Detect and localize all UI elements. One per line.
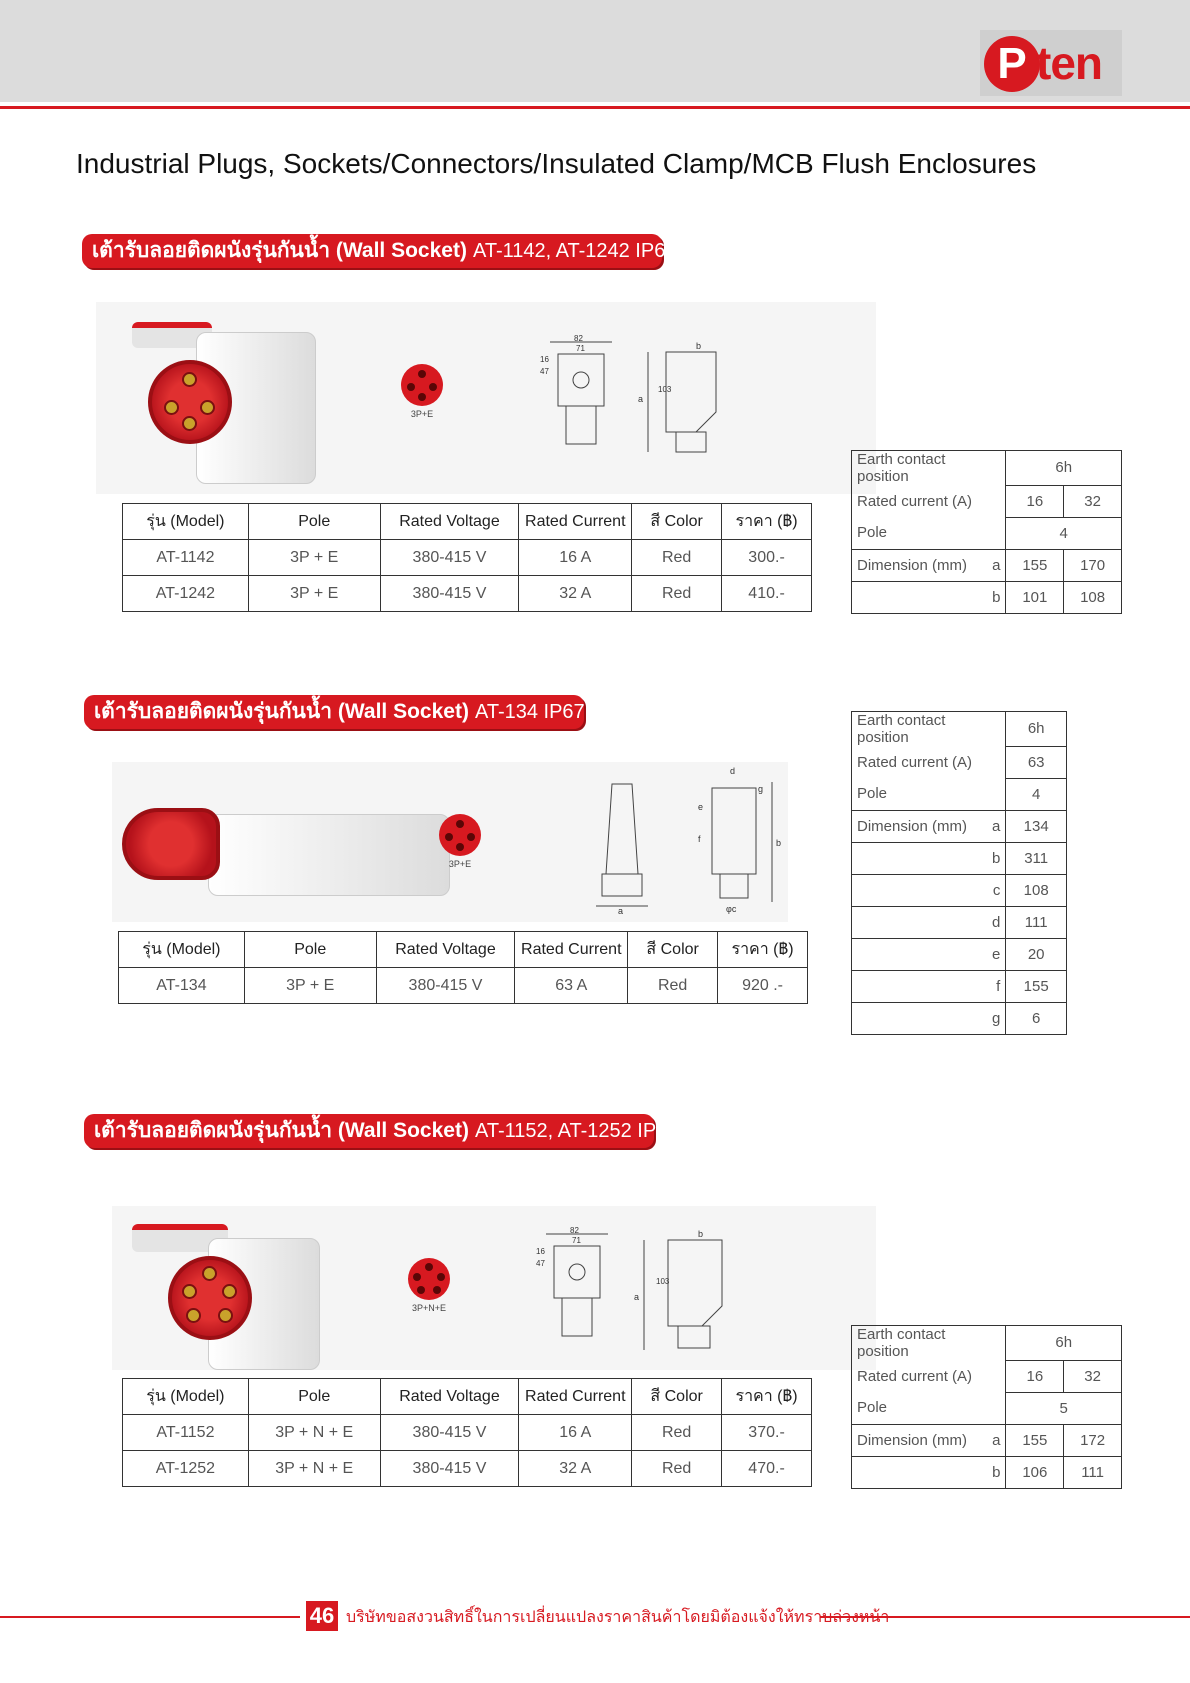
spec-dim-value: 155 — [1006, 549, 1064, 581]
socket-pin — [200, 400, 215, 415]
spec-pole-label: Pole — [852, 778, 1006, 810]
spec-dim-label: Dimension (mm) — [857, 817, 968, 835]
page-title: Industrial Plugs, Sockets/Connectors/Insulated Clamp/MCB Flush Enclosures — [76, 148, 1037, 179]
col-voltage: Rated Voltage — [380, 504, 519, 540]
col-model: รุ่น (Model) — [123, 1379, 249, 1415]
front-dimension-drawing — [672, 762, 792, 914]
spec-pole-label: Pole — [852, 517, 1006, 549]
pole-symbol-label: 3P+N+E — [411, 1303, 447, 1313]
spec-dim-value: 108 — [1064, 581, 1122, 613]
spec-dim-letter: a — [991, 817, 1001, 835]
front-dimension-drawing — [536, 334, 616, 464]
spec-earth-label: Earth contact position — [852, 1326, 1006, 1361]
dim-71: 71 — [572, 1236, 581, 1245]
col-price: ราคา (฿) — [718, 932, 808, 968]
col-current: Rated Current — [519, 1379, 632, 1415]
cell-pole: 3P + E — [248, 576, 380, 612]
side-dimension-drawing — [632, 1230, 752, 1360]
spec-dim-row — [852, 549, 1006, 581]
col-model: รุ่น (Model) — [123, 504, 249, 540]
cell-price: 470.- — [722, 1451, 812, 1487]
socket-pin — [164, 400, 179, 415]
col-pole: Pole — [248, 1379, 380, 1415]
table-header-row — [123, 504, 812, 540]
dim-a: a — [638, 394, 644, 404]
spec-current-label: Rated current (A) — [852, 1360, 1006, 1392]
dim-47: 47 — [540, 367, 549, 376]
spec-dim-letter: a — [992, 556, 1001, 574]
pole-symbol-icon — [408, 1258, 450, 1300]
spec-dim-value: 111 — [1006, 906, 1067, 938]
spec-dim-letter: d — [852, 906, 1006, 938]
section-3-heading — [84, 1114, 679, 1148]
dim-a: a — [634, 1292, 640, 1302]
section-1-product-image — [96, 302, 876, 494]
spec-dim-letter: b — [852, 842, 1006, 874]
cell-color: Red — [628, 968, 718, 1004]
cell-color: Red — [632, 540, 722, 576]
section-2-heading-models: AT-134 IP67 — [474, 701, 585, 723]
section-2-heading-thai: เต้ารับลอยติดผนังรุ่นกันน้ำ (Wall Socket) — [94, 700, 469, 723]
table-row — [119, 968, 808, 1004]
spec-earth-label: Earth contact position — [852, 451, 1006, 486]
spec-current-value: 32 — [1064, 485, 1122, 517]
spec-dim-letter: b — [852, 581, 1006, 613]
table-row — [123, 1451, 812, 1487]
cell-color: Red — [632, 1451, 722, 1487]
logo-p-mark: P — [984, 36, 1040, 92]
dim-e: e — [698, 802, 704, 812]
col-current: Rated Current — [519, 504, 632, 540]
spec-dim-value: 311 — [1006, 842, 1067, 874]
cell-voltage: 380-415 V — [380, 1415, 519, 1451]
cell-price: 370.- — [722, 1415, 812, 1451]
spec-earth-value: 6h — [1006, 1326, 1122, 1361]
table-header-row — [123, 1379, 812, 1415]
spec-current-label: Rated current (A) — [852, 485, 1006, 517]
dim-82: 82 — [574, 334, 583, 343]
col-pole: Pole — [248, 504, 380, 540]
side-dimension-drawing — [582, 774, 662, 914]
spec-current-value: 63 — [1006, 746, 1067, 778]
spec-dim-letter: e — [852, 938, 1006, 970]
col-color: สี Color — [632, 1379, 722, 1415]
dim-103: 103 — [658, 385, 672, 394]
spec-dim-value: 6 — [1006, 1002, 1067, 1034]
section-3-spec-table — [851, 1325, 1122, 1489]
cell-current: 32 A — [519, 576, 632, 612]
section-1-heading-thai: เต้ารับลอยติดผนังรุ่นกันน้ำ (Wall Socket) — [92, 239, 467, 262]
spec-dim-value: 172 — [1064, 1424, 1122, 1456]
cell-color: Red — [632, 1415, 722, 1451]
spec-current-value: 16 — [1006, 1360, 1064, 1392]
cell-price: 920 .- — [718, 968, 808, 1004]
section-1-heading-models: AT-1142, AT-1242 IP67 — [472, 240, 677, 262]
spec-pole-label: Pole — [852, 1392, 1006, 1424]
col-pole: Pole — [244, 932, 376, 968]
pole-symbol — [392, 364, 452, 419]
spec-dim-value: 106 — [1006, 1456, 1064, 1488]
dim-g: g — [758, 784, 764, 794]
socket-pin — [182, 372, 197, 387]
cell-voltage: 380-415 V — [380, 540, 519, 576]
spec-dim-value: 155 — [1006, 970, 1067, 1002]
section-1-price-table — [122, 503, 812, 612]
dim-d: d — [730, 766, 736, 776]
section-3-price-table — [122, 1378, 812, 1487]
dim-b: b — [698, 1230, 704, 1239]
section-2-price-table — [118, 931, 808, 1004]
footer-note: บริษัทขอสงวนสิทธิ์ในการเปลี่ยนแปลงราคาสินค้าโดยมิต้องแจ้งให้ทราบล่วงหน้า — [346, 1609, 890, 1626]
logo-ten-text: ten — [1036, 37, 1102, 89]
page-number: 46 — [306, 1601, 338, 1631]
side-dimension-drawing — [636, 342, 746, 462]
spec-dim-value: 134 — [1006, 810, 1067, 842]
col-price: ราคา (฿) — [722, 1379, 812, 1415]
socket-housing — [208, 814, 450, 896]
col-model: รุ่น (Model) — [119, 932, 245, 968]
section-3-heading-models: AT-1152, AT-1252 IP67 — [474, 1120, 679, 1142]
dim-b: b — [776, 838, 782, 848]
col-price: ราคา (฿) — [722, 504, 812, 540]
spec-dim-label: Dimension (mm) — [857, 556, 968, 574]
socket-pin — [182, 416, 197, 431]
dim-71: 71 — [576, 344, 585, 353]
spec-current-label: Rated current (A) — [852, 746, 1006, 778]
cell-current: 16 A — [519, 1415, 632, 1451]
dim-103: 103 — [656, 1277, 670, 1286]
spec-pole-value: 5 — [1006, 1392, 1122, 1424]
spec-earth-value: 6h — [1006, 451, 1122, 486]
socket-pin — [186, 1308, 201, 1323]
brand-logo — [980, 30, 1122, 96]
section-2-spec-table — [851, 711, 1067, 1035]
spec-dim-value: 170 — [1064, 549, 1122, 581]
cell-pole: 3P + N + E — [248, 1415, 380, 1451]
cell-model: AT-1252 — [123, 1451, 249, 1487]
col-voltage: Rated Voltage — [380, 1379, 519, 1415]
section-3-heading-thai: เต้ารับลอยติดผนังรุ่นกันน้ำ (Wall Socket) — [94, 1119, 469, 1142]
spec-dim-letter: b — [852, 1456, 1006, 1488]
spec-pole-value: 4 — [1006, 778, 1067, 810]
dim-phi-c: φc — [726, 904, 737, 914]
cell-pole: 3P + E — [244, 968, 376, 1004]
cell-current: 32 A — [519, 1451, 632, 1487]
col-voltage: Rated Voltage — [376, 932, 515, 968]
pole-symbol — [430, 814, 490, 869]
section-2-heading — [84, 695, 584, 729]
dim-47: 47 — [536, 1259, 545, 1268]
section-3-product-image — [112, 1206, 876, 1370]
table-row — [123, 1415, 812, 1451]
spec-dim-letter: c — [852, 874, 1006, 906]
spec-current-value: 16 — [1006, 485, 1064, 517]
spec-dim-value: 111 — [1064, 1456, 1122, 1488]
dim-a: a — [618, 906, 624, 914]
cell-model: AT-134 — [119, 968, 245, 1004]
section-1-spec-table — [851, 450, 1122, 614]
cell-model: AT-1242 — [123, 576, 249, 612]
table-header-row — [119, 932, 808, 968]
table-row — [123, 540, 812, 576]
cell-price: 410.- — [722, 576, 812, 612]
spec-dim-value: 108 — [1006, 874, 1067, 906]
socket-pin — [218, 1308, 233, 1323]
cell-voltage: 380-415 V — [380, 1451, 519, 1487]
cell-model: AT-1152 — [123, 1415, 249, 1451]
header-divider — [0, 106, 1190, 109]
table-row — [123, 576, 812, 612]
pole-symbol-icon — [439, 814, 481, 856]
footer-line-left — [0, 1616, 300, 1618]
socket-face — [148, 360, 232, 444]
socket-pin — [182, 1284, 197, 1299]
pole-symbol-icon — [401, 364, 443, 406]
cell-color: Red — [632, 576, 722, 612]
spec-earth-value: 6h — [1006, 712, 1067, 747]
col-color: สี Color — [628, 932, 718, 968]
col-current: Rated Current — [515, 932, 628, 968]
col-color: สี Color — [632, 504, 722, 540]
cell-model: AT-1142 — [123, 540, 249, 576]
section-1-heading — [82, 234, 677, 268]
spec-dim-value: 101 — [1006, 581, 1064, 613]
socket-pin — [202, 1266, 217, 1281]
spec-dim-value: 20 — [1006, 938, 1067, 970]
cell-price: 300.- — [722, 540, 812, 576]
spec-dim-value: 155 — [1006, 1424, 1064, 1456]
pole-symbol-label: 3P+E — [448, 859, 472, 869]
section-2-product-image — [112, 762, 788, 922]
socket-face — [168, 1256, 252, 1340]
socket-pin — [222, 1284, 237, 1299]
socket-face — [122, 808, 220, 880]
spec-dim-letter: g — [852, 1002, 1006, 1034]
cell-voltage: 380-415 V — [380, 576, 519, 612]
dim-82: 82 — [570, 1226, 579, 1235]
spec-pole-value: 4 — [1006, 517, 1122, 549]
spec-dim-row — [852, 1424, 1006, 1456]
pole-symbol — [394, 1258, 464, 1313]
cell-current: 16 A — [519, 540, 632, 576]
pole-symbol-label: 3P+E — [410, 409, 434, 419]
spec-dim-letter: f — [852, 970, 1006, 1002]
cell-pole: 3P + N + E — [248, 1451, 380, 1487]
dim-b: b — [696, 342, 702, 351]
spec-dim-row — [852, 810, 1006, 842]
cell-current: 63 A — [515, 968, 628, 1004]
spec-earth-label: Earth contact position — [852, 712, 1006, 747]
cell-voltage: 380-415 V — [376, 968, 515, 1004]
spec-dim-letter: a — [992, 1431, 1001, 1449]
front-dimension-drawing — [532, 1226, 612, 1356]
spec-current-value: 32 — [1064, 1360, 1122, 1392]
cell-pole: 3P + E — [248, 540, 380, 576]
dim-16: 16 — [536, 1247, 545, 1256]
dim-16: 16 — [540, 355, 549, 364]
dim-f: f — [698, 834, 701, 844]
spec-dim-label: Dimension (mm) — [857, 1431, 968, 1449]
